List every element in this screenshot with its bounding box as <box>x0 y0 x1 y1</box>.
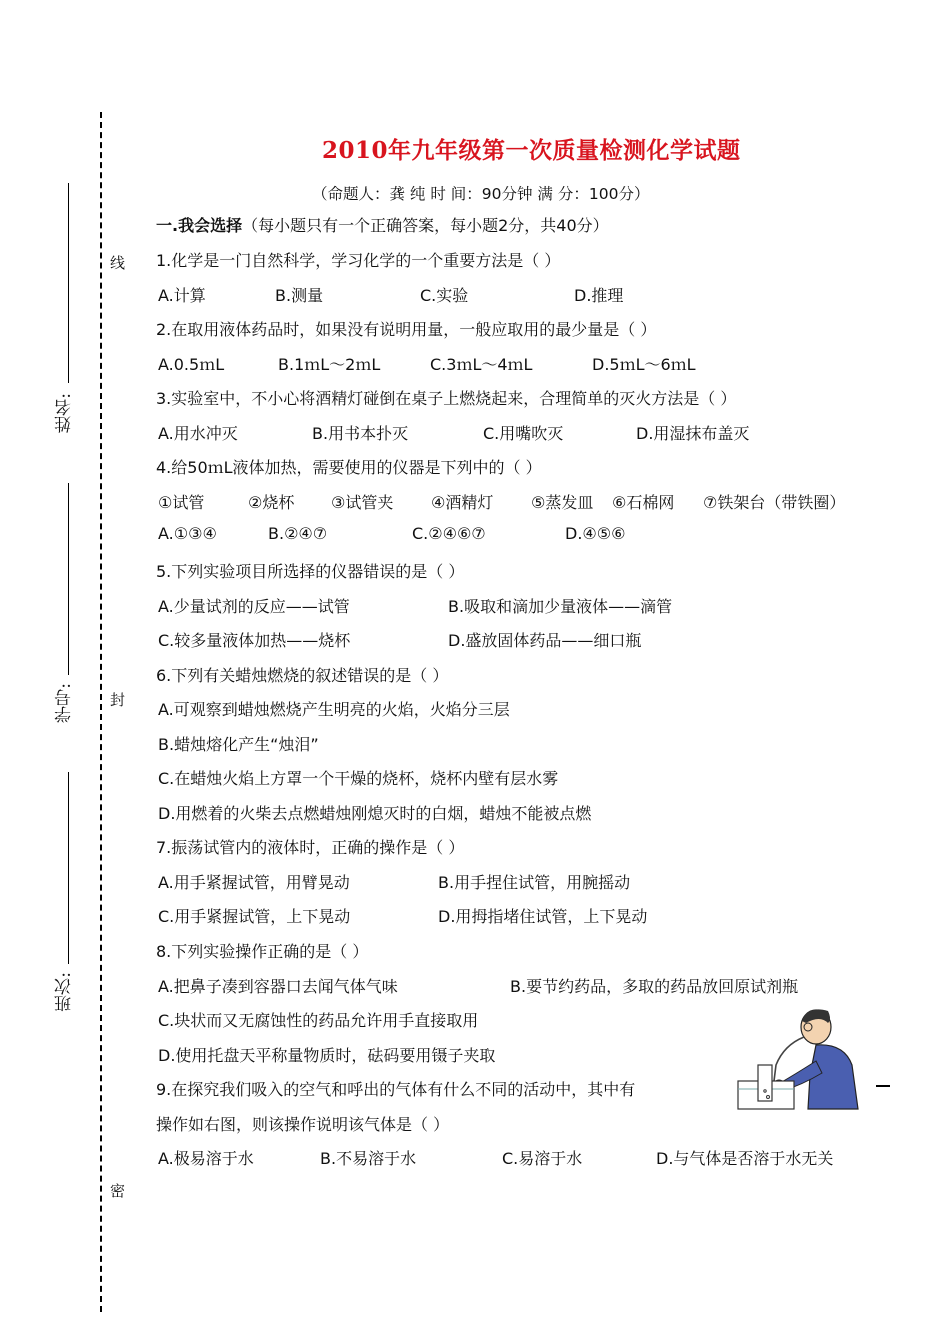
q9-option-a: A.极易溶于水 <box>158 1149 254 1168</box>
q3-option-b: B.用书本扑灭 <box>312 424 409 443</box>
student-id-underline <box>68 483 69 675</box>
q5-option-d: D.盛放固体药品——细口瓶 <box>448 631 642 650</box>
q1-option-b: B.测量 <box>275 286 324 305</box>
binding-mark-seal: 封 <box>108 692 126 707</box>
q2-option-c: C.3ｍL～4ｍL <box>430 355 533 374</box>
q5-option-a: A.少量试剂的反应——试管 <box>158 597 350 616</box>
question-8-stem: 8.下列实验操作正确的是（ ） <box>156 942 369 961</box>
q9-option-b: B.不易溶于水 <box>320 1149 417 1168</box>
q9-option-d: D.与气体是否溶于水无关 <box>656 1149 834 1168</box>
q2-option-a: A.0.5ｍL <box>158 355 225 374</box>
name-underline <box>68 183 69 383</box>
question-6-stem: 6.下列有关蜡烛燃烧的叙述错误的是（ ） <box>156 666 449 685</box>
q1-option-d: D.推理 <box>574 286 624 305</box>
q2-option-b: B.1ｍL～2ｍL <box>278 355 381 374</box>
q6-option-c: C.在蜡烛火焰上方罩一个干燥的烧杯，烧杯内壁有层水雾 <box>158 769 559 788</box>
q9-option-c: C.易溶于水 <box>502 1149 583 1168</box>
question-5-stem: 5.下列实验项目所选择的仪器错误的是（ ） <box>156 562 465 581</box>
class-label: 班次: <box>55 972 75 1012</box>
q4-item-1: ①试管 <box>158 493 205 512</box>
binding-mark-line: 线 <box>108 255 126 270</box>
q4-option-c: C.②④⑥⑦ <box>412 524 486 543</box>
q4-option-d: D.④⑤⑥ <box>565 524 626 543</box>
q2-option-d: D.5ｍL～6ｍL <box>592 355 696 374</box>
q7-option-c: C.用手紧握试管，上下晃动 <box>158 907 351 926</box>
student-id-label: 学号: <box>55 683 75 723</box>
q4-item-4: ④酒精灯 <box>431 493 494 512</box>
q3-option-d: D.用湿抹布盖灭 <box>636 424 750 443</box>
question-9-stem: 9.在探究我们吸入的空气和呼出的气体有什么不同的活动中，其中有 <box>156 1080 636 1099</box>
trailing-dash <box>876 1085 890 1087</box>
q8-option-c: C.块状而又无腐蚀性的药品允许用手直接取用 <box>158 1011 479 1030</box>
q4-item-7: ⑦铁架台（带铁圈） <box>703 493 846 512</box>
question-2-stem: 2.在取用液体药品时，如果没有说明用量，一般应取用的最少量是（ ） <box>156 320 657 339</box>
binding-mark-secret: 密 <box>108 1183 126 1198</box>
q4-item-6: ⑥石棉网 <box>612 493 675 512</box>
q6-option-b: B.蜡烛熔化产生“烛泪” <box>158 735 319 754</box>
q5-option-b: B.吸取和滴加少量液体——滴管 <box>448 597 673 616</box>
breath-experiment-illustration <box>724 1005 864 1115</box>
q4-item-2: ②烧杯 <box>248 493 295 512</box>
exam-info: （命题人：龚 纯 时 间：90分钟 满 分：100分） <box>312 185 650 203</box>
q4-option-a: A.①③④ <box>158 524 217 543</box>
q8-option-d: D.使用托盘天平称量物质时，砝码要用镊子夹取 <box>158 1046 496 1065</box>
q6-option-a: A.可观察到蜡烛燃烧产生明亮的火焰，火焰分三层 <box>158 700 510 719</box>
q8-option-b: B.要节约药品，多取的药品放回原试剂瓶 <box>510 977 799 996</box>
q3-option-a: A.用水冲灭 <box>158 424 238 443</box>
class-underline <box>68 772 69 964</box>
q6-option-d: D.用燃着的火柴去点燃蜡烛刚熄灭时的白烟，蜡烛不能被点燃 <box>158 804 592 823</box>
binding-dashed-line <box>100 112 102 1312</box>
section-heading <box>156 213 609 236</box>
q1-option-a: A.计算 <box>158 286 206 305</box>
q4-item-5: ⑤蒸发皿 <box>531 493 594 512</box>
section-label: 一.我会选择 <box>156 216 243 235</box>
question-3-stem: 3.实验室中，不小心将酒精灯碰倒在桌子上燃烧起来，合理简单的灭火方法是（ ） <box>156 389 737 408</box>
question-9-stem-continued: 操作如右图，则该操作说明该气体是（ ） <box>156 1115 450 1134</box>
question-4-stem: 4.给50ｍL液体加热，需要使用的仪器是下列中的（ ） <box>156 458 542 477</box>
q4-item-3: ③试管夹 <box>331 493 394 512</box>
question-7-stem: 7.振荡试管内的液体时，正确的操作是（ ） <box>156 838 465 857</box>
name-label: 姓名: <box>55 393 75 433</box>
section-note: （每小题只有一个正确答案，每小题2分，共40分） <box>242 216 609 235</box>
q8-option-a: A.把鼻子凑到容器口去闻气体气味 <box>158 977 398 996</box>
q3-option-c: C.用嘴吹灭 <box>483 424 564 443</box>
page-title: 2010年九年级第一次质量检测化学试题 <box>322 137 741 164</box>
q5-option-c: C.较多量液体加热——烧杯 <box>158 631 351 650</box>
question-1-stem: 1.化学是一门自然科学，学习化学的一个重要方法是（ ） <box>156 251 561 270</box>
q7-option-b: B.用手捏住试管，用腕摇动 <box>438 873 631 892</box>
q4-option-b: B.②④⑦ <box>268 524 328 543</box>
q7-option-d: D.用拇指堵住试管，上下晃动 <box>438 907 648 926</box>
q1-option-c: C.实验 <box>420 286 469 305</box>
q7-option-a: A.用手紧握试管，用臂晃动 <box>158 873 350 892</box>
